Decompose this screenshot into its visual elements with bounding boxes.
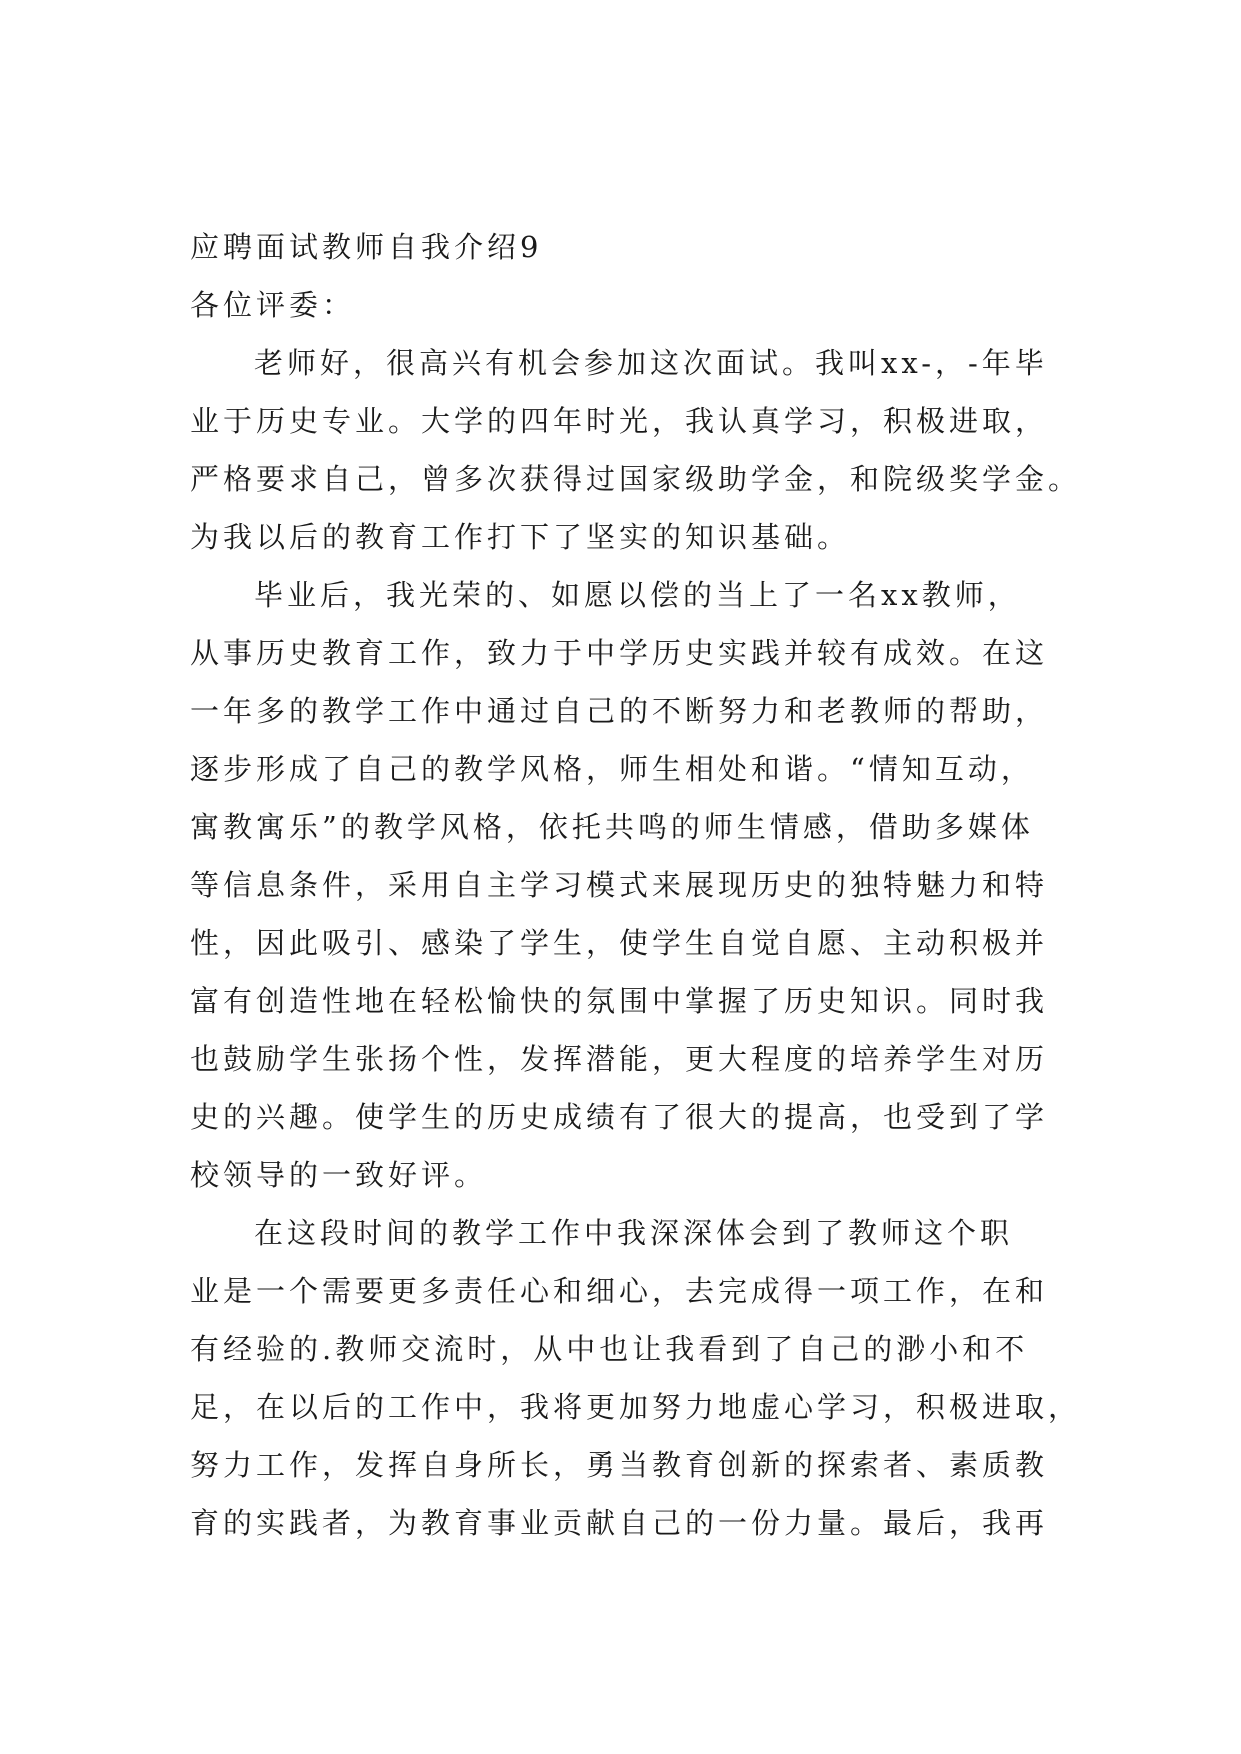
paragraph-line: 为我以后的教育工作打下了坚实的知识基础。: [190, 520, 851, 554]
paragraph-line: 寓教寓乐”的教学风格，依托共鸣的师生情感，借助多媒体: [190, 810, 1034, 844]
paragraph-line: 性，因此吸引、感染了学生，使学生自觉自愿、主动积极并: [190, 926, 1049, 960]
paragraph-line: 校领导的一致好评。: [190, 1158, 488, 1192]
paragraph-1: [190, 334, 1082, 566]
paragraph-line: 在这段时间的教学工作中我深深体会到了教师这个职: [254, 1216, 1014, 1250]
paragraph-line: 史的兴趣。使学生的历史成绩有了很大的提高，也受到了学: [190, 1100, 1049, 1134]
paragraph-line: 一年多的教学工作中通过自己的不断努力和老教师的帮助，: [190, 694, 1049, 728]
paragraph-3: [190, 1204, 1082, 1552]
paragraph-line: 业于历史专业。大学的四年时光，我认真学习，积极进取，: [190, 404, 1049, 438]
paragraph-2: [190, 566, 1070, 1204]
paragraph-line: 足，在以后的工作中，我将更加努力地虚心学习，积极进取，: [190, 1390, 1082, 1424]
paragraph-line: 有经验的.教师交流时，从中也让我看到了自己的渺小和不: [190, 1332, 1029, 1366]
paragraph-line: 等信息条件，采用自主学习模式来展现历史的独特魅力和特: [190, 868, 1049, 902]
paragraph-line: 从事历史教育工作，致力于中学历史实践并较有成效。在这: [190, 636, 1049, 670]
paragraph-line: 严格要求自己，曾多次获得过国家级助学金，和院级奖学金。: [190, 462, 1082, 496]
paragraph-line: 育的实践者，为教育事业贡献自己的一份力量。最后，我再: [190, 1506, 1049, 1540]
paragraph-line: 业是一个需要更多责任心和细心，去完成得一项工作，在和: [190, 1274, 1049, 1308]
document-title: 应聘面试教师自我介绍9: [190, 230, 543, 264]
paragraph-line: 努力工作，发挥自身所长，勇当教育创新的探索者、素质教: [190, 1448, 1049, 1482]
paragraph-line: 老师好，很高兴有机会参加这次面试。我叫xx-，-年毕: [254, 346, 1048, 380]
salutation: 各位评委：: [190, 288, 356, 322]
paragraph-line: 富有创造性地在轻松愉快的氛围中掌握了历史知识。同时我: [190, 984, 1049, 1018]
document-body: [190, 218, 1082, 1552]
paragraph-line: 逐步形成了自己的教学风格，师生相处和谐。“情知互动，: [190, 752, 1034, 786]
paragraph-line: 毕业后，我光荣的、如愿以偿的当上了一名xx教师，: [254, 578, 1021, 612]
paragraph-line: 也鼓励学生张扬个性，发挥潜能，更大程度的培养学生对历: [190, 1042, 1049, 1076]
